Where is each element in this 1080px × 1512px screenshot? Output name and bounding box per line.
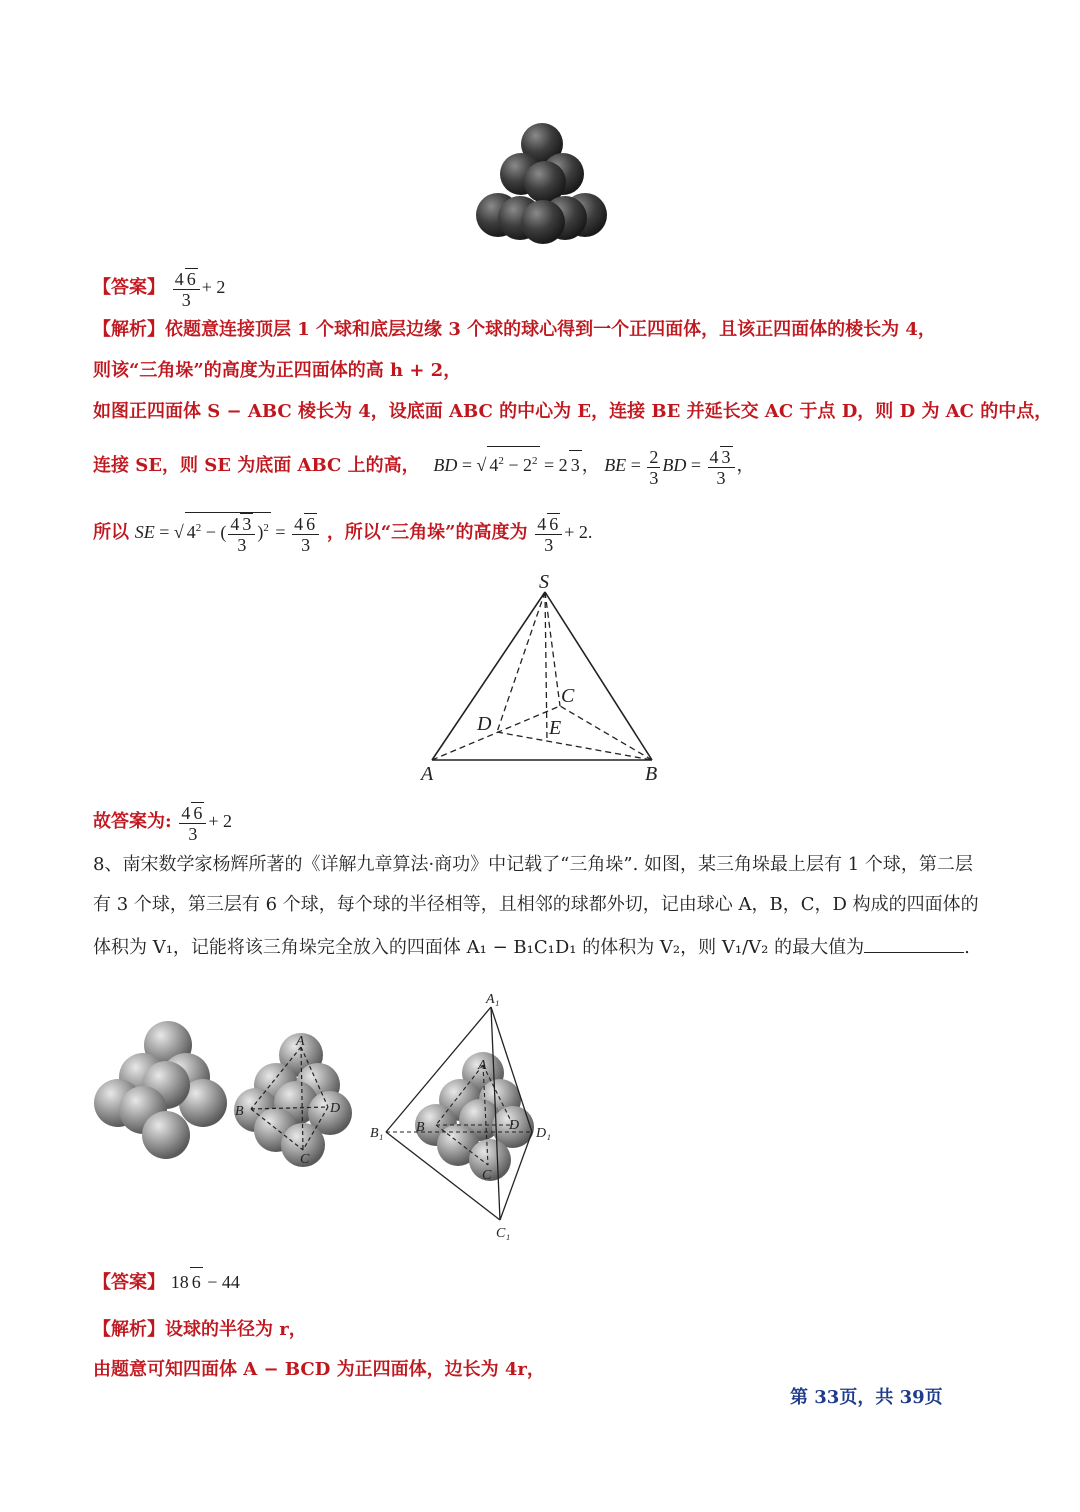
label-D1: D₁ bbox=[536, 1126, 551, 1141]
label-C-inner: C bbox=[482, 1168, 492, 1183]
q7-final-answer: 故答案为: $\frac{4 6}{3}$ + 2 bbox=[93, 803, 233, 844]
q7-answer-value: $\frac{4 6}{3}$ + 2 bbox=[174, 269, 226, 310]
label-A: A bbox=[421, 763, 434, 785]
tetrahedron-sphere-stack bbox=[370, 992, 551, 1241]
q8-analysis-line2: 由题意可知四面体 A − BCD 为正四面体，边长为 4r， bbox=[93, 1359, 545, 1380]
label-B: B bbox=[645, 763, 658, 785]
label-B-inner: B bbox=[416, 1120, 425, 1135]
q7-analysis-line4-text: 连接 SE，则 SE 为底面 ABC 上的高， bbox=[93, 455, 420, 477]
q7-analysis-line4-math: BD = √ $4^2 - 2^2 = 2$ 3 ， BE = $\frac{2}{3}$ BD = $\frac{4 3}{3}$ ， bbox=[433, 446, 755, 488]
label-B1: B₁ bbox=[370, 1126, 384, 1141]
q7-analysis-text1: 依题意连接顶层 1 个球和底层边缘 3 个球的球心得到一个正四面体，且该正四面体的棱长为 4， bbox=[165, 319, 936, 340]
q7-answer bbox=[93, 268, 225, 310]
q8-answer-value: 18 6 − 44 bbox=[171, 1272, 240, 1292]
label-D-inner: D bbox=[509, 1118, 520, 1133]
label-E: E bbox=[549, 717, 562, 739]
label-D: D bbox=[330, 1101, 341, 1116]
sphere-stack-figures bbox=[88, 985, 568, 1245]
label-B: B bbox=[235, 1104, 244, 1119]
q7-analysis-line5: 所以 SE = √ $4^2$ − ( $\frac{4 3}{3}$ )$^2$ = $\frac{4 6}{3}$ ，所以“三角垛”的高度为 $\frac{4 6}{3}$ + 2. bbox=[93, 514, 593, 555]
q7-analysis-line3: 如图正四面体 S − ABC 棱长为 4，设底面 ABC 的中心为 E，连接 BE 并延长交 AC 于点 D，则 D 为 AC 的中点， bbox=[93, 401, 1053, 422]
q7-analysis-line1 bbox=[93, 316, 936, 344]
label-C: C bbox=[300, 1152, 310, 1167]
q7-analysis-label: 【解析】 bbox=[93, 319, 165, 340]
dark-sphere-pyramid-figure bbox=[465, 118, 615, 248]
label-S: S bbox=[539, 571, 549, 593]
q7-analysis-line2: 则该“三角垛”的高度为正四面体的高 h + 2， bbox=[93, 360, 462, 381]
label-C1: C₁ bbox=[496, 1226, 511, 1241]
answer-blank bbox=[864, 934, 964, 953]
q7-analysis-line4 bbox=[93, 446, 755, 488]
q8-question-line3: 体积为 V₁，记能将该三角垛完全放入的四面体 A₁ − B₁C₁D₁ 的体积为 V₂，则 V₁/V₂ 的最大值为 . bbox=[93, 934, 970, 962]
tetrahedron-sabc-figure bbox=[415, 570, 675, 785]
label-A-inner: A bbox=[478, 1058, 487, 1073]
q8-analysis-line1: 【解析】设球的半径为 r， bbox=[93, 1319, 307, 1340]
plain-sphere-stack bbox=[94, 1021, 227, 1159]
page-footer: 第 33页，共 39页 bbox=[790, 1387, 943, 1408]
labeled-sphere-stack bbox=[234, 1033, 352, 1167]
label-A1: A₁ bbox=[486, 992, 500, 1007]
label-C: C bbox=[561, 685, 575, 707]
label-A: A bbox=[296, 1034, 305, 1049]
q8-question-line1: 8、南宋数学家杨辉所著的《详解九章算法·商功》中记载了“三角垛”. 如图，某三角垛最上层有 1 个球，第二层 bbox=[93, 854, 973, 875]
q7-answer-label: 【答案】 bbox=[93, 277, 165, 299]
label-D: D bbox=[477, 713, 492, 735]
q8-answer bbox=[93, 1267, 240, 1297]
q7-final-label: 故答案为: bbox=[93, 811, 172, 833]
q8-question-line3-text: 体积为 V₁，记能将该三角垛完全放入的四面体 A₁ − B₁C₁D₁ 的体积为 V₂，则 V₁/V₂ 的最大值为 bbox=[93, 937, 865, 958]
q8-question-line2: 有 3 个球，第三层有 6 个球，每个球的半径相等，且相邻的球都外切，记由球心 A，B，C，D 构成的四面体的 bbox=[93, 894, 979, 915]
q8-answer-label: 【答案】 bbox=[93, 1272, 165, 1293]
q8-analysis-label: 【解析】 bbox=[93, 1319, 165, 1340]
